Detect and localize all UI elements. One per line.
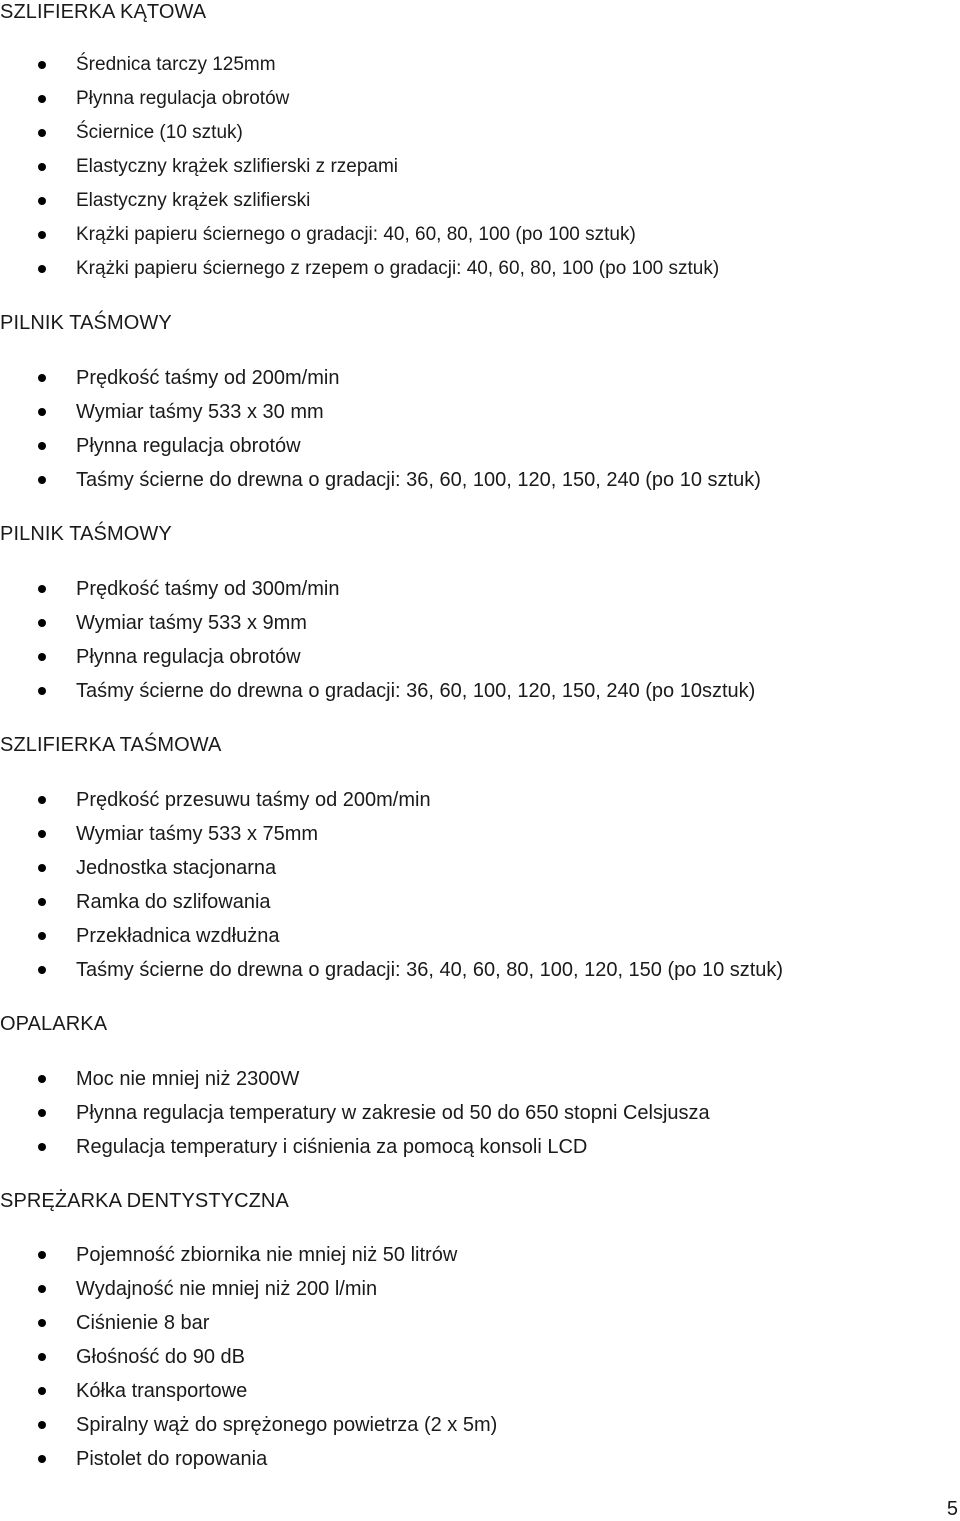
list-item xyxy=(0,1135,950,1161)
list-item-text: Krążki papieru ściernego z rzepem o gradacji: 40, 60, 80, 100 (po 100 sztuk) xyxy=(76,258,720,279)
list-item-text: Wymiar taśmy 533 x 9mm xyxy=(76,612,307,634)
bullet-icon xyxy=(38,1455,46,1463)
bullet-icon xyxy=(38,476,46,484)
list-item-text: Jednostka stacjonarna xyxy=(76,857,277,879)
bullet-icon xyxy=(38,1353,46,1361)
list-item-text: Spiralny wąż do sprężonego powietrza (2 x 5m) xyxy=(76,1414,498,1436)
list-item xyxy=(0,822,950,848)
list-item xyxy=(0,1379,950,1405)
list-item xyxy=(0,189,950,215)
list-item xyxy=(0,924,950,950)
section-heading: SZLIFIERKA KĄTOWA xyxy=(0,1,207,23)
bullet-icon xyxy=(38,1285,46,1293)
list-item xyxy=(0,1067,950,1093)
list-item xyxy=(0,1345,950,1371)
list-item-text: Regulacja temperatury i ciśnienia za pomocą konsoli LCD xyxy=(76,1136,588,1158)
list-item-text: Głośność do 90 dB xyxy=(76,1346,245,1368)
list-item-text: Wymiar taśmy 533 x 75mm xyxy=(76,823,319,845)
list-item xyxy=(0,890,950,916)
list-item xyxy=(0,400,950,426)
bullet-icon xyxy=(38,197,46,205)
list-item-text: Płynna regulacja temperatury w zakresie od 50 do 650 stopni Celsjusza xyxy=(76,1102,710,1124)
bullet-icon xyxy=(38,1109,46,1117)
bullet-icon xyxy=(38,932,46,940)
section-heading: PILNIK TAŚMOWY xyxy=(0,523,172,545)
list-item xyxy=(0,788,950,814)
bullet-icon xyxy=(38,687,46,695)
bullet-icon xyxy=(38,61,46,69)
list-item xyxy=(0,1447,950,1473)
list-item xyxy=(0,366,950,392)
list-item-text: Elastyczny krążek szlifierski z rzepami xyxy=(76,156,399,177)
list-item-text: Prędkość przesuwu taśmy od 200m/min xyxy=(76,789,431,811)
bullet-icon xyxy=(38,1075,46,1083)
list-item-text: Ściernice (10 sztuk) xyxy=(76,122,243,143)
list-item-text: Kółka transportowe xyxy=(76,1380,248,1402)
bullet-icon xyxy=(38,129,46,137)
section-heading: SZLIFIERKA TAŚMOWA xyxy=(0,734,222,756)
bullet-icon xyxy=(38,1251,46,1259)
list-item-text: Płynna regulacja obrotów xyxy=(76,88,290,109)
list-item-text: Taśmy ścierne do drewna o gradacji: 36, 60, 100, 120, 150, 240 (po 10sztuk) xyxy=(76,680,756,702)
list-item xyxy=(0,257,950,283)
section-heading: SPRĘŻARKA DENTYSTYCZNA xyxy=(0,1190,289,1212)
bullet-icon xyxy=(38,1143,46,1151)
page-number: 5 xyxy=(946,1498,958,1520)
list-item xyxy=(0,1311,950,1337)
bullet-icon xyxy=(38,898,46,906)
bullet-icon xyxy=(38,163,46,171)
bullet-icon xyxy=(38,966,46,974)
list-item xyxy=(0,856,950,882)
list-item xyxy=(0,1243,950,1269)
list-item-text: Moc nie mniej niż 2300W xyxy=(76,1068,300,1090)
bullet-icon xyxy=(38,265,46,273)
list-item-text: Płynna regulacja obrotów xyxy=(76,435,301,457)
bullet-icon xyxy=(38,408,46,416)
bullet-icon xyxy=(38,442,46,450)
list-item-text: Ciśnienie 8 bar xyxy=(76,1312,210,1334)
bullet-icon xyxy=(38,830,46,838)
bullet-icon xyxy=(38,95,46,103)
section-heading: PILNIK TAŚMOWY xyxy=(0,312,172,334)
list-item xyxy=(0,645,950,671)
list-item-text: Taśmy ścierne do drewna o gradacji: 36, 40, 60, 80, 100, 120, 150 (po 10 sztuk) xyxy=(76,959,784,981)
bullet-icon xyxy=(38,796,46,804)
list-item xyxy=(0,223,950,249)
list-item-text: Elastyczny krążek szlifierski xyxy=(76,190,311,211)
list-item-text: Prędkość taśmy od 200m/min xyxy=(76,367,340,389)
section-heading: OPALARKA xyxy=(0,1013,108,1035)
list-item xyxy=(0,1101,950,1127)
list-item xyxy=(0,121,950,147)
list-item-text: Wydajność nie mniej niż 200 l/min xyxy=(76,1278,378,1300)
list-item-text: Średnica tarczy 125mm xyxy=(76,54,276,75)
list-item-text: Krążki papieru ściernego o gradacji: 40, 60, 80, 100 (po 100 sztuk) xyxy=(76,224,636,245)
list-item xyxy=(0,155,950,181)
list-item xyxy=(0,1413,950,1439)
bullet-icon xyxy=(38,374,46,382)
list-item-text: Taśmy ścierne do drewna o gradacji: 36, 60, 100, 120, 150, 240 (po 10 sztuk) xyxy=(76,469,761,491)
bullet-icon xyxy=(38,1319,46,1327)
list-item-text: Wymiar taśmy 533 x 30 mm xyxy=(76,401,324,423)
list-item xyxy=(0,468,950,494)
list-item xyxy=(0,958,950,984)
bullet-icon xyxy=(38,231,46,239)
bullet-icon xyxy=(38,1421,46,1429)
list-item xyxy=(0,577,950,603)
list-item-text: Płynna regulacja obrotów xyxy=(76,646,301,668)
bullet-icon xyxy=(38,585,46,593)
bullet-icon xyxy=(38,864,46,872)
list-item xyxy=(0,611,950,637)
list-item-text: Przekładnica wzdłużna xyxy=(76,925,280,947)
list-item-text: Pojemność zbiornika nie mniej niż 50 litrów xyxy=(76,1244,458,1266)
bullet-icon xyxy=(38,653,46,661)
bullet-icon xyxy=(38,619,46,627)
list-item xyxy=(0,434,950,460)
list-item-text: Pistolet do ropowania xyxy=(76,1448,268,1470)
list-item xyxy=(0,87,950,113)
list-item xyxy=(0,53,950,79)
list-item xyxy=(0,679,950,705)
list-item-text: Prędkość taśmy od 300m/min xyxy=(76,578,340,600)
bullet-icon xyxy=(38,1387,46,1395)
list-item xyxy=(0,1277,950,1303)
list-item-text: Ramka do szlifowania xyxy=(76,891,271,913)
